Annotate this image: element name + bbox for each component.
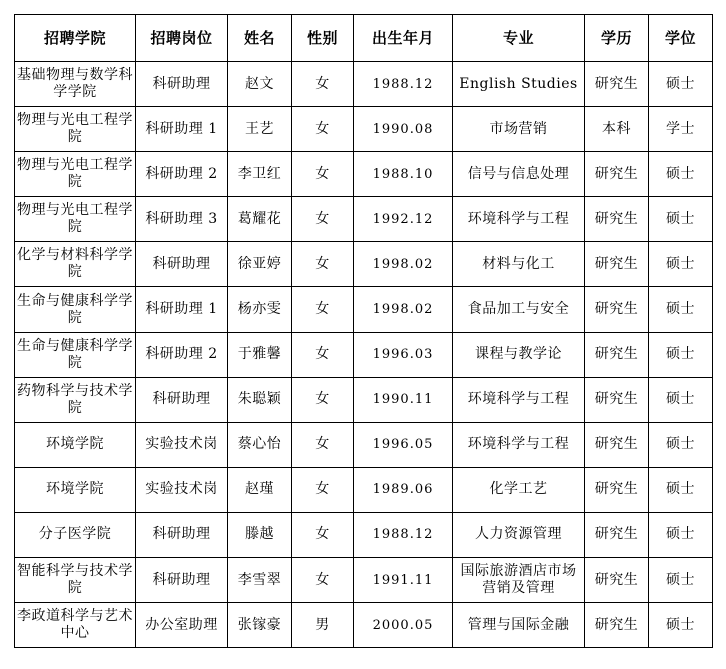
- cell-position: 科研助理 3: [136, 197, 228, 242]
- cell-gender: 女: [292, 152, 354, 197]
- cell-education: 研究生: [585, 62, 649, 107]
- cell-major: 市场营销: [453, 107, 585, 152]
- cell-degree: 学士: [649, 107, 713, 152]
- cell-gender: 女: [292, 422, 354, 467]
- cell-degree: 硕士: [649, 287, 713, 332]
- cell-birth: 1988.12: [354, 62, 453, 107]
- table-row: [15, 62, 713, 107]
- table-row: [15, 558, 713, 603]
- cell-education: 研究生: [585, 467, 649, 512]
- cell-gender: 女: [292, 107, 354, 152]
- table-row: [15, 377, 713, 422]
- header-college: 招聘学院: [15, 15, 136, 62]
- header-name: 姓名: [228, 15, 292, 62]
- table-row: [15, 512, 713, 557]
- cell-major: 食品加工与安全: [453, 287, 585, 332]
- cell-position: 科研助理 1: [136, 107, 228, 152]
- cell-name: 滕越: [228, 512, 292, 557]
- table-row: [15, 422, 713, 467]
- cell-name: 张镓豪: [228, 603, 292, 648]
- cell-name: 蔡心怡: [228, 422, 292, 467]
- cell-position: 科研助理: [136, 242, 228, 287]
- cell-name: 赵瑾: [228, 467, 292, 512]
- cell-birth: 1992.12: [354, 197, 453, 242]
- cell-gender: 女: [292, 242, 354, 287]
- cell-birth: 1989.06: [354, 467, 453, 512]
- cell-gender: 女: [292, 287, 354, 332]
- cell-degree: 硕士: [649, 332, 713, 377]
- cell-college: 李政道科学与艺术中心: [15, 603, 136, 648]
- cell-name: 李卫红: [228, 152, 292, 197]
- header-degree: 学位: [649, 15, 713, 62]
- cell-major: English Studies: [453, 62, 585, 107]
- cell-degree: 硕士: [649, 512, 713, 557]
- cell-degree: 硕士: [649, 467, 713, 512]
- table-row: [15, 242, 713, 287]
- cell-education: 研究生: [585, 242, 649, 287]
- cell-degree: 硕士: [649, 62, 713, 107]
- table-body: [15, 62, 713, 648]
- cell-gender: 女: [292, 197, 354, 242]
- cell-education: 研究生: [585, 197, 649, 242]
- cell-major: 课程与教学论: [453, 332, 585, 377]
- cell-gender: 女: [292, 558, 354, 603]
- cell-birth: 2000.05: [354, 603, 453, 648]
- cell-birth: 1998.02: [354, 242, 453, 287]
- table-row: [15, 197, 713, 242]
- cell-major: 材料与化工: [453, 242, 585, 287]
- cell-position: 科研助理: [136, 377, 228, 422]
- cell-birth: 1998.02: [354, 287, 453, 332]
- cell-birth: 1988.12: [354, 512, 453, 557]
- cell-college: 生命与健康科学学院: [15, 332, 136, 377]
- cell-education: 研究生: [585, 377, 649, 422]
- cell-major: 环境科学与工程: [453, 197, 585, 242]
- cell-major: 环境科学与工程: [453, 377, 585, 422]
- cell-college: 环境学院: [15, 467, 136, 512]
- cell-position: 科研助理: [136, 62, 228, 107]
- table-row: [15, 467, 713, 512]
- cell-position: 科研助理 2: [136, 332, 228, 377]
- cell-name: 葛耀花: [228, 197, 292, 242]
- table-row: [15, 107, 713, 152]
- cell-education: 研究生: [585, 558, 649, 603]
- cell-gender: 女: [292, 512, 354, 557]
- cell-degree: 硕士: [649, 197, 713, 242]
- cell-college: 智能科学与技术学院: [15, 558, 136, 603]
- cell-name: 徐亚婷: [228, 242, 292, 287]
- cell-education: 研究生: [585, 603, 649, 648]
- cell-degree: 硕士: [649, 242, 713, 287]
- table-row: [15, 152, 713, 197]
- cell-degree: 硕士: [649, 377, 713, 422]
- cell-position: 实验技术岗: [136, 422, 228, 467]
- cell-gender: 女: [292, 62, 354, 107]
- cell-education: 本科: [585, 107, 649, 152]
- cell-birth: 1990.11: [354, 377, 453, 422]
- cell-position: 科研助理 2: [136, 152, 228, 197]
- cell-birth: 1990.08: [354, 107, 453, 152]
- cell-birth: 1988.10: [354, 152, 453, 197]
- cell-name: 朱聪颖: [228, 377, 292, 422]
- cell-name: 李雪翠: [228, 558, 292, 603]
- cell-name: 杨亦雯: [228, 287, 292, 332]
- cell-gender: 女: [292, 332, 354, 377]
- cell-name: 赵文: [228, 62, 292, 107]
- cell-gender: 男: [292, 603, 354, 648]
- cell-gender: 女: [292, 467, 354, 512]
- cell-college: 基础物理与数学科学学院: [15, 62, 136, 107]
- cell-major: 人力资源管理: [453, 512, 585, 557]
- cell-major: 管理与国际金融: [453, 603, 585, 648]
- cell-education: 研究生: [585, 422, 649, 467]
- cell-degree: 硕士: [649, 558, 713, 603]
- cell-position: 科研助理 1: [136, 287, 228, 332]
- cell-major: 国际旅游酒店市场营销及管理: [453, 558, 585, 603]
- recruitment-table: [14, 14, 713, 648]
- cell-gender: 女: [292, 377, 354, 422]
- cell-birth: 1996.03: [354, 332, 453, 377]
- cell-degree: 硕士: [649, 603, 713, 648]
- cell-education: 研究生: [585, 287, 649, 332]
- cell-degree: 硕士: [649, 422, 713, 467]
- cell-education: 研究生: [585, 332, 649, 377]
- cell-college: 分子医学院: [15, 512, 136, 557]
- cell-college: 药物科学与技术学院: [15, 377, 136, 422]
- cell-birth: 1991.11: [354, 558, 453, 603]
- cell-education: 研究生: [585, 152, 649, 197]
- cell-position: 实验技术岗: [136, 467, 228, 512]
- header-major: 专业: [453, 15, 585, 62]
- header-position: 招聘岗位: [136, 15, 228, 62]
- cell-education: 研究生: [585, 512, 649, 557]
- cell-college: 生命与健康科学学院: [15, 287, 136, 332]
- cell-position: 科研助理: [136, 512, 228, 557]
- cell-college: 物理与光电工程学院: [15, 107, 136, 152]
- header-gender: 性别: [292, 15, 354, 62]
- header-education: 学历: [585, 15, 649, 62]
- cell-name: 王艺: [228, 107, 292, 152]
- cell-major: 化学工艺: [453, 467, 585, 512]
- cell-college: 环境学院: [15, 422, 136, 467]
- cell-birth: 1996.05: [354, 422, 453, 467]
- cell-college: 物理与光电工程学院: [15, 197, 136, 242]
- cell-major: 信号与信息处理: [453, 152, 585, 197]
- cell-major: 环境科学与工程: [453, 422, 585, 467]
- cell-position: 办公室助理: [136, 603, 228, 648]
- cell-degree: 硕士: [649, 152, 713, 197]
- header-birth: 出生年月: [354, 15, 453, 62]
- cell-college: 化学与材料科学学院: [15, 242, 136, 287]
- table-row: [15, 603, 713, 648]
- header-row: [15, 15, 713, 62]
- cell-college: 物理与光电工程学院: [15, 152, 136, 197]
- table-row: [15, 332, 713, 377]
- cell-name: 于雅馨: [228, 332, 292, 377]
- table-row: [15, 287, 713, 332]
- cell-position: 科研助理: [136, 558, 228, 603]
